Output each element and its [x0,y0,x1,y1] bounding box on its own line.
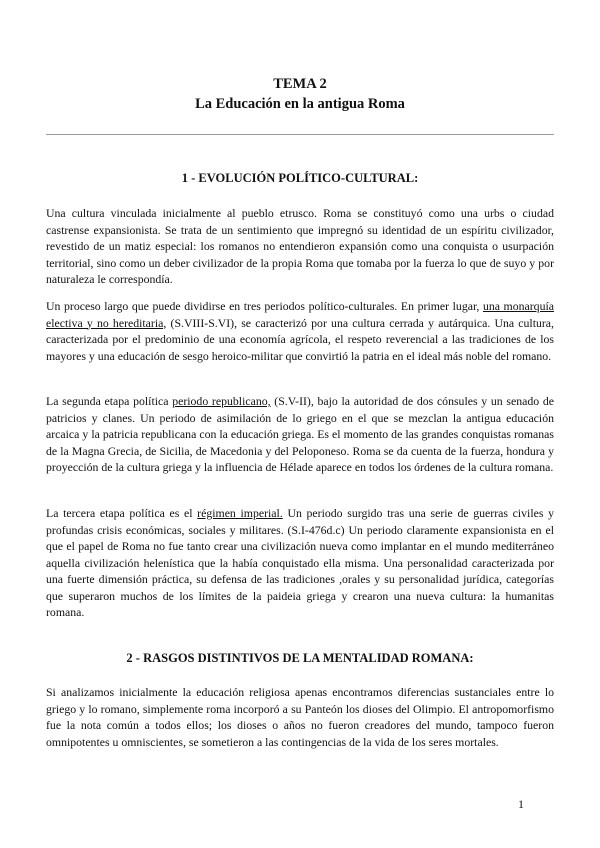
underlined-term: régimen imperial. [197,506,283,520]
paragraph-text-after: Un periodo surgido tras una serie de guerras civiles y profundas crisis económicas, sociales y militares. (S.I-476d.c) Un periodo claramente expansionista en el que el papel de Roma no fue tanto crear una civilización nueva como implantar en el mundo mediterráneo aquella civilización helenística que la había conquistado ella misma. Una personalidad caracterizada por una fuerte dimensión práctica, su defensa de las tradiciones ,orales y su personalidad jurídica, categorías que superaron muchos de los límites de la paideia griega y crearon una nueva cultura: la humanitas romana. [46,506,555,619]
paragraph-2-1 [46,684,554,750]
paragraph-text-after: (S.V-II), bajo la autoridad de dos cónsules y un senado de patricios y clanes. Un periodo de asimilación de lo griego en el que se mezclan la antigua educación arcaica y la patricia republicana con la educación griega. Es el momento de las grandes conquistas romanas de la Magna Grecia, de Sicilia, de Macedonia y del Peloponeso. Roma se da cuenta de la fuerza, hondura y proyección de la cultura griega y la influencia de Hélade aparece en todos los órdenes de la cultura romana. [46,394,554,474]
paragraph-text-before: Un proceso largo que puede dividirse en tres periodos político-culturales. En primer lugar, [46,299,483,313]
paragraph-1-2 [46,298,554,364]
section-heading-2: 2 - RASGOS DISTINTIVOS DE LA MENTALIDAD ROMANA: [126,651,474,665]
paragraph-1-1 [46,205,554,288]
page-number: 1 [518,797,524,811]
paragraph-text-before: La tercera etapa política es el [46,506,198,520]
paragraph-text-before: La segunda etapa política [46,394,173,408]
document-subtitle: La Educación en la antigua Roma [195,96,405,112]
paragraph-1-3 [46,393,554,476]
horizontal-divider [46,134,554,135]
paragraph-text: Una cultura vinculada inicialmente al pueblo etrusco. Roma se constituyó como una urbs o ciudad castrense expansionista. Se trata de un sentimiento que impregnó su identidad de un espíritu civilizador, revestido de un matiz especial: los romanos no entendieron expansión como una conquista o usurpación territorial, sino como un deber civilizador de la propia Roma que tomaba por la fuerza lo que de suyo y por naturaleza le correspondía. [46,206,554,286]
paragraph-text-after: (S.VIII-S.VI), se caracterizó por una cultura cerrada y autárquica. Una cultura, caracterizada por el predominio de una economía agrícola, el respeto reverencial a las tradiciones de los mayores y una educación de sesgo heroico-militar que convirtió la patria en el ideal más noble del romano. [46,315,554,363]
paragraph-text: Si analizamos inicialmente la educación religiosa apenas encontramos diferencias sustanciales entre lo griego y lo romano, simplemente roma incorporó a su Panteón los dioses del Olimpio. El antropomorfismo fue la nota común a todos ellos; los dioses o años no fueron creadores del mundo, tampoco fueron omnipotentes u omniscientes, se sometieron a las contingencias de la vida de los seres mortales. [46,685,554,749]
paragraph-1-4 [46,505,554,621]
underlined-term: periodo republicano, [172,394,271,408]
document-title: TEMA 2 [273,76,327,92]
underlined-term: una monarquía electiva y no hereditaria, [46,299,554,330]
section-heading-1: 1 - EVOLUCIÓN POLÍTICO-CULTURAL: [181,171,419,185]
